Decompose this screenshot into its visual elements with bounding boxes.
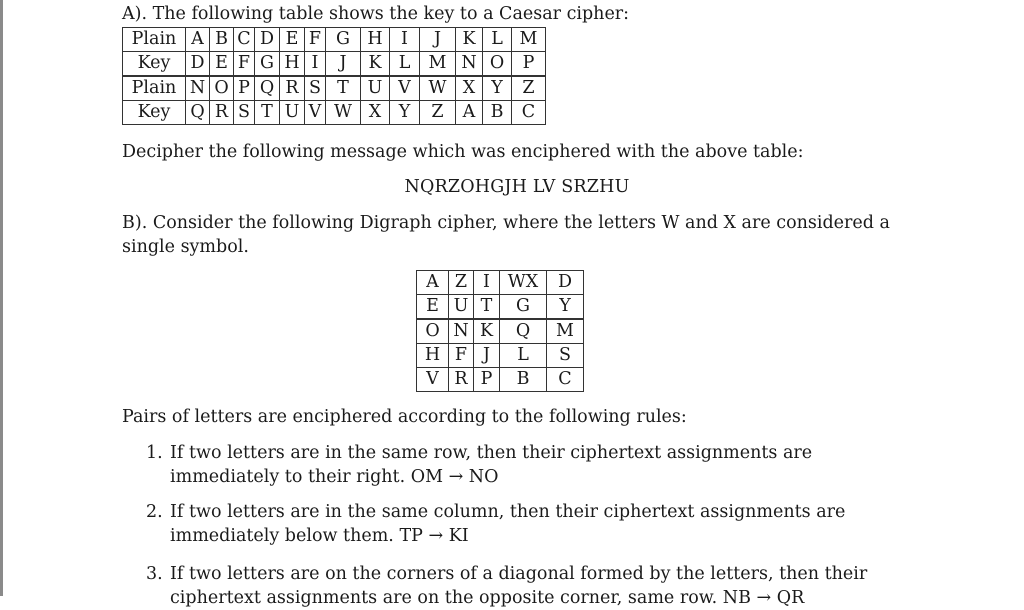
caesar-cell: Z <box>512 76 546 101</box>
digraph-cell: K <box>474 319 500 344</box>
digraph-grid-row <box>417 271 584 295</box>
rule-number: 3. <box>146 564 163 584</box>
digraph-cell: A <box>417 271 449 295</box>
caesar-cell: L <box>390 52 420 77</box>
caesar-cell: P <box>512 52 546 77</box>
rule-example: NB → QR <box>722 588 805 608</box>
caesar-cell: J <box>326 52 361 77</box>
rule-text-block <box>170 441 912 489</box>
caesar-cell: U <box>361 76 390 101</box>
caesar-cell: R <box>280 76 305 101</box>
caesar-cell: O <box>483 52 512 77</box>
digraph-cell: C <box>547 368 584 392</box>
rule-example: TP → KI <box>399 526 469 546</box>
caesar-row-label: Plain <box>123 28 186 52</box>
rule-number: 2. <box>146 502 163 522</box>
caesar-cell: V <box>390 76 420 101</box>
caesar-table-row <box>123 52 546 77</box>
digraph-cell: WX <box>500 271 547 295</box>
caesar-table-row <box>123 101 546 125</box>
caesar-cell: D <box>255 28 280 52</box>
digraph-cell: Y <box>547 295 584 320</box>
digraph-cell: F <box>449 344 474 368</box>
rule-text: If two letters are on the corners of a diagonal formed by the letters, then their ciphertext assignments are on the opposite corner, same row. <box>170 564 868 608</box>
caesar-key-table <box>122 27 546 125</box>
rules-intro: Pairs of letters are enciphered according to the following rules: <box>122 407 687 427</box>
digraph-cell: M <box>547 319 584 344</box>
caesar-cell: W <box>326 101 361 125</box>
caesar-cell: B <box>483 101 512 125</box>
caesar-cell: W <box>420 76 456 101</box>
part-b-heading: B). Consider the following Digraph cipher, where the letters W and X are considered a single symbol. <box>122 213 890 257</box>
digraph-cell: J <box>474 344 500 368</box>
caesar-cell: T <box>255 101 280 125</box>
caesar-cell: H <box>361 28 390 52</box>
caesar-cell: K <box>361 52 390 77</box>
digraph-cell: U <box>449 295 474 320</box>
caesar-cell: H <box>280 52 305 77</box>
caesar-cell: I <box>390 28 420 52</box>
caesar-cell: T <box>326 76 361 101</box>
caesar-cell: P <box>234 76 255 101</box>
caesar-table-row <box>123 76 546 101</box>
rule-number: 1. <box>146 443 163 463</box>
caesar-cell: D <box>186 52 210 77</box>
digraph-cell: B <box>500 368 547 392</box>
caesar-cell: C <box>512 101 546 125</box>
caesar-row-label: Key <box>123 101 186 125</box>
rule-text: If two letters are in the same column, then their ciphertext assignments are immediately below them. <box>170 502 846 546</box>
caesar-cell: G <box>326 28 361 52</box>
caesar-row-label: Key <box>123 52 186 77</box>
digraph-cell: V <box>417 368 449 392</box>
digraph-cell: H <box>417 344 449 368</box>
caesar-cell: N <box>186 76 210 101</box>
digraph-cell: L <box>500 344 547 368</box>
caesar-cell: B <box>210 28 234 52</box>
digraph-cell: G <box>500 295 547 320</box>
rule-example: OM → NO <box>410 467 499 487</box>
digraph-cell: P <box>474 368 500 392</box>
caesar-cell: M <box>420 52 456 77</box>
caesar-cell: J <box>420 28 456 52</box>
digraph-cell: E <box>417 295 449 320</box>
digraph-grid-row <box>417 368 584 392</box>
caesar-cell: E <box>280 28 305 52</box>
part-a-heading: A). The following table shows the key to a Caesar cipher: <box>122 4 630 24</box>
digraph-cell: N <box>449 319 474 344</box>
caesar-cell: S <box>234 101 255 125</box>
digraph-cell: R <box>449 368 474 392</box>
caesar-cell: F <box>234 52 255 77</box>
caesar-cell: M <box>512 28 546 52</box>
digraph-cell: D <box>547 271 584 295</box>
caesar-cell: I <box>305 52 326 77</box>
caesar-cell: A <box>456 101 483 125</box>
caesar-cell: L <box>483 28 512 52</box>
digraph-cell: O <box>417 319 449 344</box>
digraph-cell: I <box>474 271 500 295</box>
caesar-cell: R <box>210 101 234 125</box>
caesar-cell: Q <box>186 101 210 125</box>
caesar-cell: Y <box>483 76 512 101</box>
window-left-edge <box>0 0 3 596</box>
caesar-cell: N <box>456 52 483 77</box>
caesar-cell: X <box>456 76 483 101</box>
digraph-cell: S <box>547 344 584 368</box>
caesar-cell: S <box>305 76 326 101</box>
caesar-cell: E <box>210 52 234 77</box>
digraph-grid-table <box>416 270 584 392</box>
caesar-cell: K <box>456 28 483 52</box>
caesar-cell: O <box>210 76 234 101</box>
caesar-cell: F <box>305 28 326 52</box>
caesar-table-row <box>123 28 546 52</box>
caesar-cell: A <box>186 28 210 52</box>
digraph-cell: Q <box>500 319 547 344</box>
rule-text-block <box>170 500 912 548</box>
digraph-grid-row <box>417 344 584 368</box>
caesar-cell: C <box>234 28 255 52</box>
caesar-cell: V <box>305 101 326 125</box>
caesar-cell: Z <box>420 101 456 125</box>
rule-text: If two letters are in the same row, then their ciphertext assignments are immediately to their right. <box>170 443 813 487</box>
digraph-grid-row <box>417 295 584 320</box>
digraph-cell: Z <box>449 271 474 295</box>
digraph-cell: T <box>474 295 500 320</box>
caesar-cell: U <box>280 101 305 125</box>
rule-text-block <box>170 562 912 610</box>
caesar-cell: G <box>255 52 280 77</box>
caesar-cell: X <box>361 101 390 125</box>
caesar-cell: Q <box>255 76 280 101</box>
digraph-grid-row <box>417 319 584 344</box>
caesar-row-label: Plain <box>123 76 186 101</box>
cipher-message: NQRZOHGJH LV SRZHU <box>404 177 630 197</box>
caesar-cell: Y <box>390 101 420 125</box>
decipher-instruction: Decipher the following message which was enciphered with the above table: <box>122 142 804 162</box>
